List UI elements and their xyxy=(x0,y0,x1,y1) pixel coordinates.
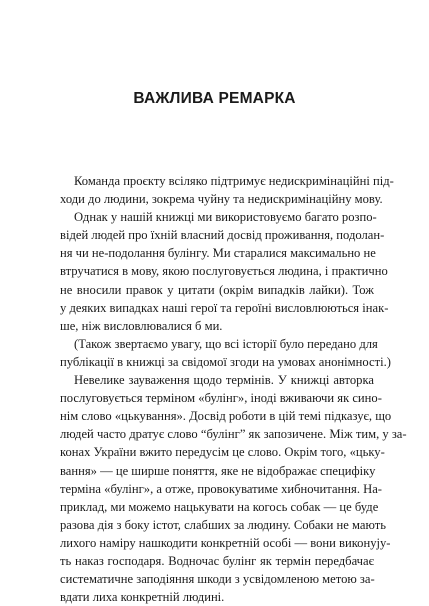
text-line: конах України вжито передусім це слово. Окрім того, «цьку- xyxy=(60,445,385,460)
body-text xyxy=(60,172,407,606)
text-line: публікації в книжці за свідомої згоди на умовах анонімності.) xyxy=(60,354,391,369)
text-line: ть наказ господаря. Водночас булінг як термін передбачає xyxy=(60,553,374,568)
text-line: Однак у нашій книжці ми використовуємо багато розпо- xyxy=(74,210,377,225)
text-line: ня чи не-подолання булінгу. Ми старалися максимально не xyxy=(60,246,376,261)
text-line: вдати лиха конкретній людині. xyxy=(60,590,225,605)
text-line: не вносили правок у цитати (окрім випадків лайки). Тож xyxy=(60,282,374,297)
text-line: систематичне заподіяння шкоди з усвідомленою метою за- xyxy=(60,572,375,587)
text-line: втручатися в мову, якою послуговується людина, і практично xyxy=(60,264,388,279)
text-line: разова дія з боку істот, слабших за людину. Собаки не мають xyxy=(60,517,386,532)
text-line: (Також звертаємо увагу, що всі історії було передано для xyxy=(74,336,378,351)
text-line: лихого наміру нашкодити конкретній особі — вони виконују- xyxy=(60,535,391,550)
text-line: послуговується терміном «булінг», іноді вживаючи як сино- xyxy=(60,391,382,406)
text-line: приклад, ми можемо нацькувати на когось собак — це буде xyxy=(60,499,379,514)
text-line: нім слово «цькування». Досвід роботи в цій темі підказує, що xyxy=(60,409,392,424)
text-line: людей часто дратує слово “булінг” як запозичене. Між тим, у за- xyxy=(60,427,407,442)
text-line: ходи до людини, зокрема чуйну та недискримінаційну мову. xyxy=(60,192,383,207)
page-title: ВАЖЛИВА РЕМАРКА xyxy=(133,90,296,107)
text-line: Команда проєкту всіляко підтримує недискримінаційні під- xyxy=(74,174,394,188)
text-line: відей людей про їхній власний досвід проживання, подолан- xyxy=(60,228,385,243)
text-line: у деяких випадках наші герої та героїні висловлюються інак- xyxy=(60,300,389,315)
text-line: Невелике зауваження щодо термінів. У книжці авторка xyxy=(74,373,374,388)
text-line: ше, ніж висловлювалися б ми. xyxy=(60,318,223,333)
text-line: терміна «булінг», а отже, провокуватиме хибночитання. На- xyxy=(60,481,382,496)
text-line: вання» — це ширше поняття, яке не відображає специфіку xyxy=(60,463,376,478)
